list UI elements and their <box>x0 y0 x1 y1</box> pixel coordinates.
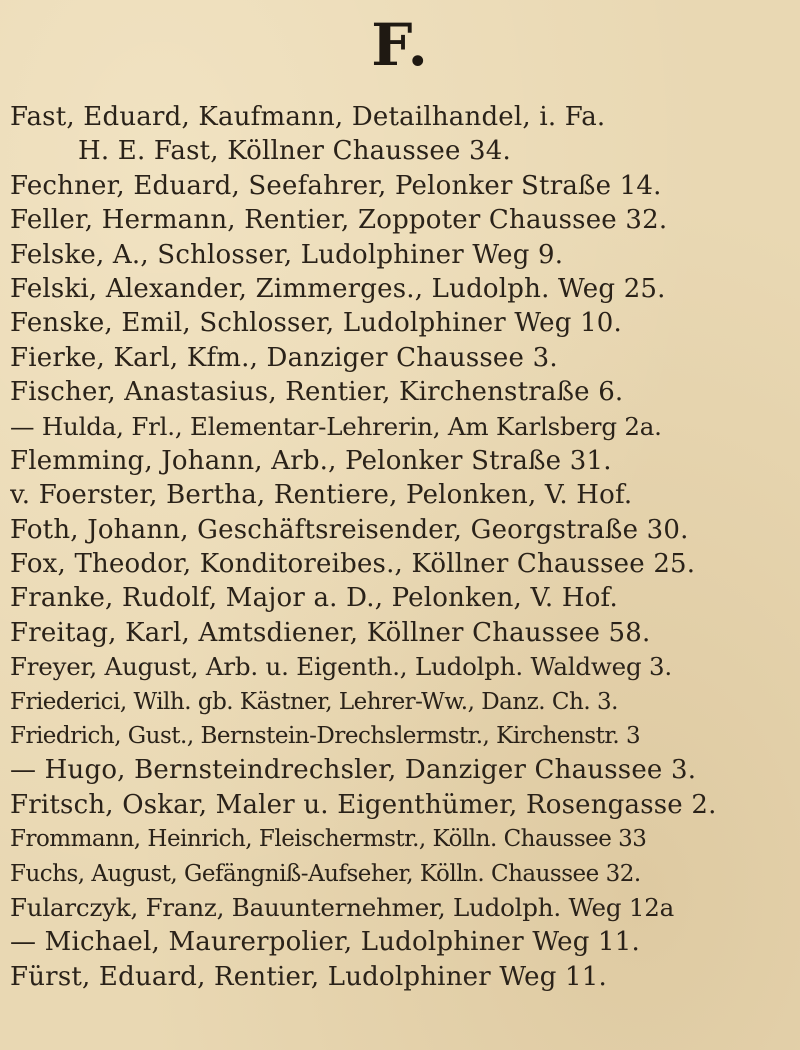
list-item: — Michael, Maurerpolier, Ludolphiner Weg 11. <box>10 927 640 958</box>
list-item: Feller, Hermann, Rentier, Zoppoter Chaussee 32. <box>10 205 668 236</box>
list-item: Fechner, Eduard, Seefahrer, Pelonker Straße 14. <box>10 170 662 201</box>
list-item: Fenske, Emil, Schlosser, Ludolphiner Weg 10. <box>10 308 623 339</box>
list-item: Fuchs, August, Gefängniß-Aufseher, Kölln. Chaussee 32. <box>10 860 641 887</box>
list-item-continuation: H. E. Fast, Köllner Chaussee 34. <box>78 136 512 167</box>
entry-list <box>10 100 795 994</box>
list-item: Foth, Johann, Geschäftsreisender, Georgstraße 30. <box>10 514 689 545</box>
list-item: — Hugo, Bernsteindrechsler, Danziger Chaussee 3. <box>10 755 697 786</box>
list-item: Fritsch, Oskar, Maler u. Eigenthümer, Rosengasse 2. <box>10 789 717 820</box>
list-item: Fularczyk, Franz, Bauunternehmer, Ludolph. Weg 12a <box>10 892 675 922</box>
list-item: Fox, Theodor, Konditoreibes., Köllner Chaussee 25. <box>10 549 696 580</box>
list-item: Felske, A., Schlosser, Ludolphiner Weg 9. <box>10 239 564 270</box>
list-item: v. Foerster, Bertha, Rentiere, Pelonken, V. Hof. <box>10 480 633 511</box>
list-item: Fürst, Eduard, Rentier, Ludolphiner Weg 11. <box>10 961 607 992</box>
list-item: Friederici, Wilh. gb. Kästner, Lehrer-Ww., Danz. Ch. 3. <box>10 688 618 715</box>
list-item: Fischer, Anastasius, Rentier, Kirchenstraße 6. <box>10 377 624 408</box>
list-item: Fast, Eduard, Kaufmann, Detailhandel, i. Fa. <box>10 102 606 132</box>
list-item: Flemming, Johann, Arb., Pelonker Straße 31. <box>10 445 612 476</box>
list-item: Friedrich, Gust., Bernstein-Drechslermstr., Kirchenstr. 3 <box>10 723 641 750</box>
list-item: Fierke, Karl, Kfm., Danziger Chaussee 3. <box>10 342 558 373</box>
list-item: Frommann, Heinrich, Fleischermstr., Kölln. Chaussee 33 <box>10 826 647 853</box>
list-item: Freitag, Karl, Amtsdiener, Köllner Chaussee 58. <box>10 617 651 648</box>
list-item: — Hulda, Frl., Elementar-Lehrerin, Am Karlsberg 2a. <box>10 411 662 441</box>
list-item: Freyer, August, Arb. u. Eigenth., Ludolph. Waldweg 3. <box>10 652 673 682</box>
list-item: Franke, Rudolf, Major a. D., Pelonken, V. Hof. <box>10 583 618 614</box>
section-letter-heading: F. <box>371 11 429 79</box>
list-item: Felski, Alexander, Zimmerges., Ludolph. Weg 25. <box>10 273 666 304</box>
